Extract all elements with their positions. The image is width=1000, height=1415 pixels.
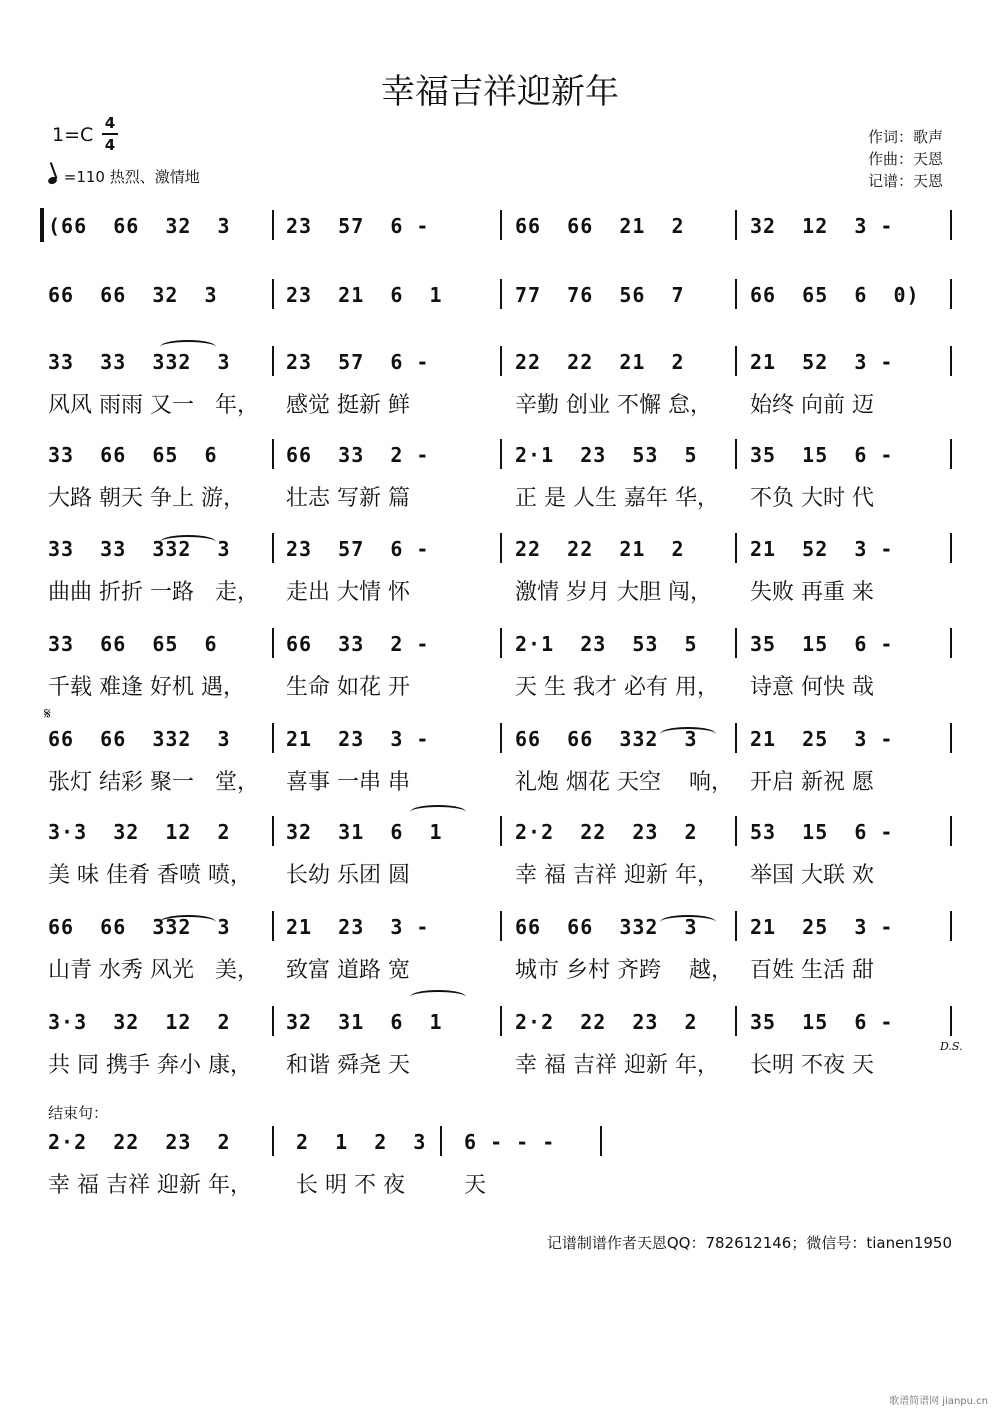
key-signature: 1=C: [52, 124, 94, 146]
notes-row-measure: 3·3 32 12 2: [48, 820, 231, 844]
lyrics-row-measure: 和谐 舜尧 天: [286, 1053, 410, 1078]
lyrics-row-measure: 千载 难逢 好机 遇，: [48, 675, 245, 700]
barline: [500, 346, 502, 376]
barline: [272, 210, 274, 240]
notes-row-measure: 3·3 32 12 2: [48, 1010, 231, 1034]
notes-row-measure: 35 15 6 -: [750, 632, 894, 656]
notes-row-measure: 2·2 22 23 2: [515, 1010, 698, 1034]
barline: [272, 628, 274, 658]
notes-row-measure: 33 66 65 6: [48, 443, 218, 467]
barline: [950, 1006, 952, 1036]
barline: [500, 1006, 502, 1036]
ending-lyrics-row-measure: 长 明 不 夜: [296, 1173, 405, 1198]
slur: [660, 915, 716, 929]
intro-notes-row-measure: 32 12 3 -: [750, 214, 894, 238]
lyrics-row-measure: 长幼 乐团 圆: [286, 863, 410, 888]
notes-row-measure: 21 25 3 -: [750, 727, 894, 751]
notes-row-measure: 66 66 332 3: [515, 915, 698, 939]
notes-row-measure: 21 23 3 -: [286, 727, 430, 751]
notes-row-measure: 66 66 332 3: [515, 727, 698, 751]
lyricist: 作词：歌声: [868, 128, 944, 146]
watermark: 歌谱简谱网 jianpu.cn: [889, 1396, 988, 1407]
barline: [950, 816, 952, 846]
slur: [160, 340, 216, 354]
lyrics-row-measure: 不负 大时 代: [750, 486, 874, 511]
ending-notes-row-measure: 2 1 2 3: [296, 1130, 427, 1154]
barline: [500, 279, 502, 309]
notes-row-measure: 21 52 3 -: [750, 350, 894, 374]
barline: [500, 628, 502, 658]
lyrics-row-measure: 城市 乡村 齐跨 越，: [515, 958, 733, 983]
notes-row-measure: 66 33 2 -: [286, 443, 430, 467]
intro-notes-row-measure: 66 66 32 3: [48, 283, 218, 307]
barline: [950, 723, 952, 753]
quarter-note-icon: [47, 176, 58, 186]
lyrics-row-measure: 壮志 写新 篇: [286, 486, 410, 511]
intro-notes-row-measure: 23 57 6 -: [286, 214, 430, 238]
barline: [735, 628, 737, 658]
footer-credit: 记谱制谱作者天恩QQ：782612146；微信号：tianen1950: [546, 1234, 952, 1252]
lyrics-row: [40, 1048, 960, 1078]
lyrics-row-measure: 张灯 结彩 聚一 堂，: [48, 770, 259, 795]
lyrics-row-measure: 喜事 一串 串: [286, 770, 410, 795]
barline: [735, 346, 737, 376]
intro-notes-row-measure: (66 66 32 3: [48, 214, 231, 238]
ending-lyrics-row-measure: 幸 福 吉祥 迎新 年，: [48, 1173, 252, 1198]
barline: [272, 816, 274, 846]
barline: [500, 210, 502, 240]
lyrics-row-measure: 共 同 携手 奔小 康，: [48, 1053, 252, 1078]
barline: [735, 439, 737, 469]
lyrics-row-measure: 百姓 生活 甜: [750, 958, 874, 983]
ending-label: 结束句：: [48, 1104, 109, 1122]
lyrics-row-measure: 礼炮 烟花 天空 响，: [515, 770, 733, 795]
ending-lyrics-row-measure: 天: [464, 1173, 487, 1198]
notes-row-measure: 22 22 21 2: [515, 537, 685, 561]
barline: [500, 439, 502, 469]
lyrics-row-measure: 失败 再重 来: [750, 580, 874, 605]
composer: 作曲：天恩: [868, 150, 944, 168]
lyrics-row-measure: 诗意 何快 哉: [750, 675, 874, 700]
time-signature: [102, 114, 118, 154]
slur: [160, 535, 216, 549]
barline: [735, 533, 737, 563]
ending-notes-row-measure: 2·2 22 23 2: [48, 1130, 231, 1154]
lyrics-row-measure: 正 是 人生 嘉年 华，: [515, 486, 719, 511]
barline: [272, 1126, 274, 1156]
barline: [272, 911, 274, 941]
barline: [950, 911, 952, 941]
lyrics-row-measure: 激情 岁月 大胆 闯，: [515, 580, 712, 605]
barline: [735, 279, 737, 309]
notes-row-measure: 66 66 332 3: [48, 915, 231, 939]
lyrics-row: [40, 670, 960, 700]
notes-row-measure: 2·2 22 23 2: [515, 820, 698, 844]
barline: [272, 346, 274, 376]
segno-sign: 𝄋: [44, 704, 51, 723]
barline: [272, 439, 274, 469]
barline: [950, 210, 952, 240]
lyrics-row-measure: 风风 雨雨 又一 年，: [48, 393, 259, 418]
lyrics-row-measure: 走出 大情 怀: [286, 580, 410, 605]
lyrics-row-measure: 致富 道路 宽: [286, 958, 410, 983]
notes-row-measure: 66 66 332 3: [48, 727, 231, 751]
lyrics-row-measure: 幸 福 吉祥 迎新 年，: [515, 1053, 719, 1078]
barline: [950, 279, 952, 309]
notes-row-measure: 21 23 3 -: [286, 915, 430, 939]
tempo-marking: [48, 166, 200, 187]
notes-row-measure: 33 66 65 6: [48, 632, 218, 656]
barline: [500, 911, 502, 941]
intro-notes-row-measure: 23 21 6 1: [286, 283, 443, 307]
barline: [950, 628, 952, 658]
slur: [410, 805, 466, 819]
barline: [950, 439, 952, 469]
intro-notes-row-measure: 66 66 21 2: [515, 214, 685, 238]
tempo-text: =110 热烈、激情地: [63, 168, 200, 186]
transcriber: 记谱：天恩: [868, 172, 944, 190]
notes-row-measure: 35 15 6 -: [750, 443, 894, 467]
repeat-start-barline: [40, 208, 44, 242]
barline: [600, 1126, 602, 1156]
notes-row-measure: 33 33 332 3: [48, 537, 231, 561]
notes-row-measure: 35 15 6 -: [750, 1010, 894, 1034]
lyrics-row-measure: 幸 福 吉祥 迎新 年，: [515, 863, 719, 888]
time-signature-top: 4: [104, 114, 116, 132]
lyrics-row-measure: 曲曲 折折 一路 走，: [48, 580, 259, 605]
lyrics-row: [40, 953, 960, 983]
barline: [272, 1006, 274, 1036]
lyrics-row-measure: 举国 大联 欢: [750, 863, 874, 888]
notes-row-measure: 53 15 6 -: [750, 820, 894, 844]
notes-row-measure: 2·1 23 53 5: [515, 632, 698, 656]
lyrics-row: [40, 575, 960, 605]
barline: [735, 1006, 737, 1036]
barline: [950, 533, 952, 563]
barline: [500, 723, 502, 753]
ds-mark: D.S.: [940, 1040, 963, 1053]
lyrics-row: [40, 765, 960, 795]
barline: [272, 723, 274, 753]
credits: [868, 126, 950, 192]
barline: [440, 1126, 442, 1156]
notes-row-measure: 66 33 2 -: [286, 632, 430, 656]
barline: [500, 816, 502, 846]
lyrics-row-measure: 生命 如花 开: [286, 675, 410, 700]
notes-row-measure: 23 57 6 -: [286, 537, 430, 561]
page-title: 幸福吉祥迎新年: [381, 72, 619, 112]
barline: [500, 533, 502, 563]
ending-notes-row-measure: 6 - - -: [464, 1130, 556, 1154]
notes-row-measure: 33 33 332 3: [48, 350, 231, 374]
barline: [272, 279, 274, 309]
ending-lyrics-row: [40, 1168, 960, 1198]
notes-row-measure: 2·1 23 53 5: [515, 443, 698, 467]
lyrics-row: [40, 858, 960, 888]
barline: [950, 346, 952, 376]
lyrics-row-measure: 美 味 佳肴 香喷 喷，: [48, 863, 252, 888]
lyrics-row-measure: 感觉 挺新 鲜: [286, 393, 410, 418]
lyrics-row-measure: 开启 新祝 愿: [750, 770, 874, 795]
ending-notes-row: [40, 1130, 960, 1164]
lyrics-row: [40, 388, 960, 418]
lyrics-row-measure: 大路 朝天 争上 游，: [48, 486, 245, 511]
notes-row-measure: 32 31 6 1: [286, 1010, 443, 1034]
barline: [735, 911, 737, 941]
barline: [272, 533, 274, 563]
intro-notes-row-measure: 66 65 6 0): [750, 283, 920, 307]
lyrics-row-measure: 辛勤 创业 不懈 怠，: [515, 393, 712, 418]
notes-row-measure: 23 57 6 -: [286, 350, 430, 374]
lyrics-row-measure: 始终 向前 迈: [750, 393, 874, 418]
notes-row-measure: 21 52 3 -: [750, 537, 894, 561]
notes-row-measure: 32 31 6 1: [286, 820, 443, 844]
barline: [735, 816, 737, 846]
lyrics-row-measure: 天 生 我才 必有 用，: [515, 675, 719, 700]
slur: [660, 727, 716, 741]
notes-row-measure: 22 22 21 2: [515, 350, 685, 374]
lyrics-row-measure: 山青 水秀 风光 美，: [48, 958, 259, 983]
lyrics-row-measure: 长明 不夜 天: [750, 1053, 874, 1078]
barline: [735, 210, 737, 240]
lyrics-row: [40, 481, 960, 511]
time-signature-bottom: 4: [104, 136, 116, 154]
notes-row-measure: 21 25 3 -: [750, 915, 894, 939]
intro-notes-row-measure: 77 76 56 7: [515, 283, 685, 307]
slur: [160, 915, 216, 929]
barline: [735, 723, 737, 753]
slur: [410, 990, 466, 1004]
